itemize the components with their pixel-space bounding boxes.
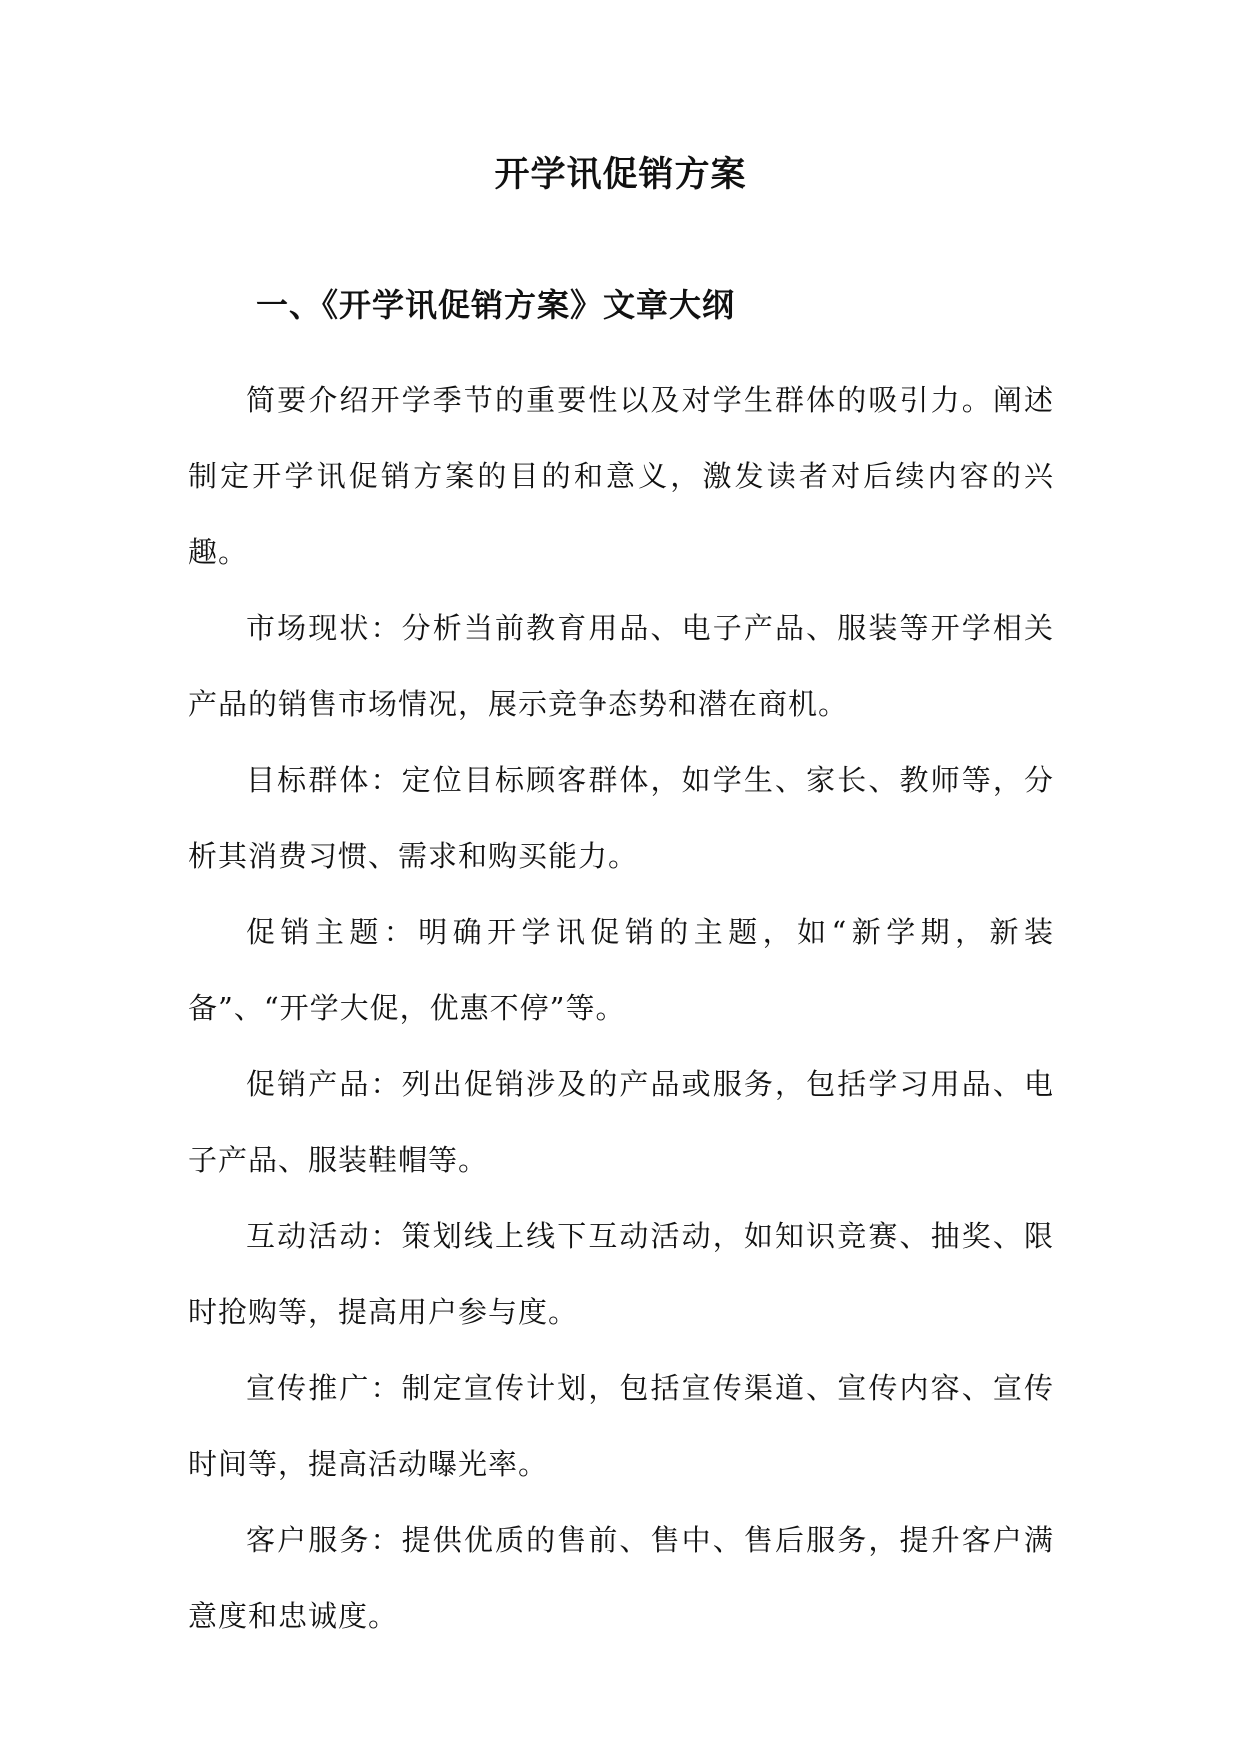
paragraph-target-group: 目标群体：定位目标顾客群体，如学生、家长、教师等，分析其消费习惯、需求和购买能力。 — [188, 763, 1054, 873]
paragraph-market-status: 市场现状：分析当前教育用品、电子产品、服装等开学相关产品的销售市场情况，展示竞争态势和潜在商机。 — [188, 611, 1054, 721]
document-title: 开学讯促销方案 — [494, 154, 747, 195]
paragraph-intro: 简要介绍开学季节的重要性以及对学生群体的吸引力。阐述制定开学讯促销方案的目的和意义，激发读者对后续内容的兴趣。 — [188, 383, 1054, 569]
paragraph-promotion-theme: 促销主题：明确开学讯促销的主题，如“新学期，新装备”、“开学大促，优惠不停”等。 — [188, 915, 1054, 1025]
paragraph-customer-service: 客户服务：提供优质的售前、售中、售后服务，提升客户满意度和忠诚度。 — [188, 1523, 1054, 1633]
document-body — [188, 362, 1054, 1654]
paragraph-interactive-activities: 互动活动：策划线上线下互动活动，如知识竞赛、抽奖、限时抢购等，提高用户参与度。 — [188, 1219, 1054, 1329]
section-heading: 一、《开学讯促销方案》文章大纲 — [256, 286, 736, 324]
paragraph-promotion-products: 促销产品：列出促销涉及的产品或服务，包括学习用品、电子产品、服装鞋帽等。 — [188, 1067, 1054, 1177]
paragraph-publicity: 宣传推广：制定宣传计划，包括宣传渠道、宣传内容、宣传时间等，提高活动曝光率。 — [188, 1371, 1054, 1481]
